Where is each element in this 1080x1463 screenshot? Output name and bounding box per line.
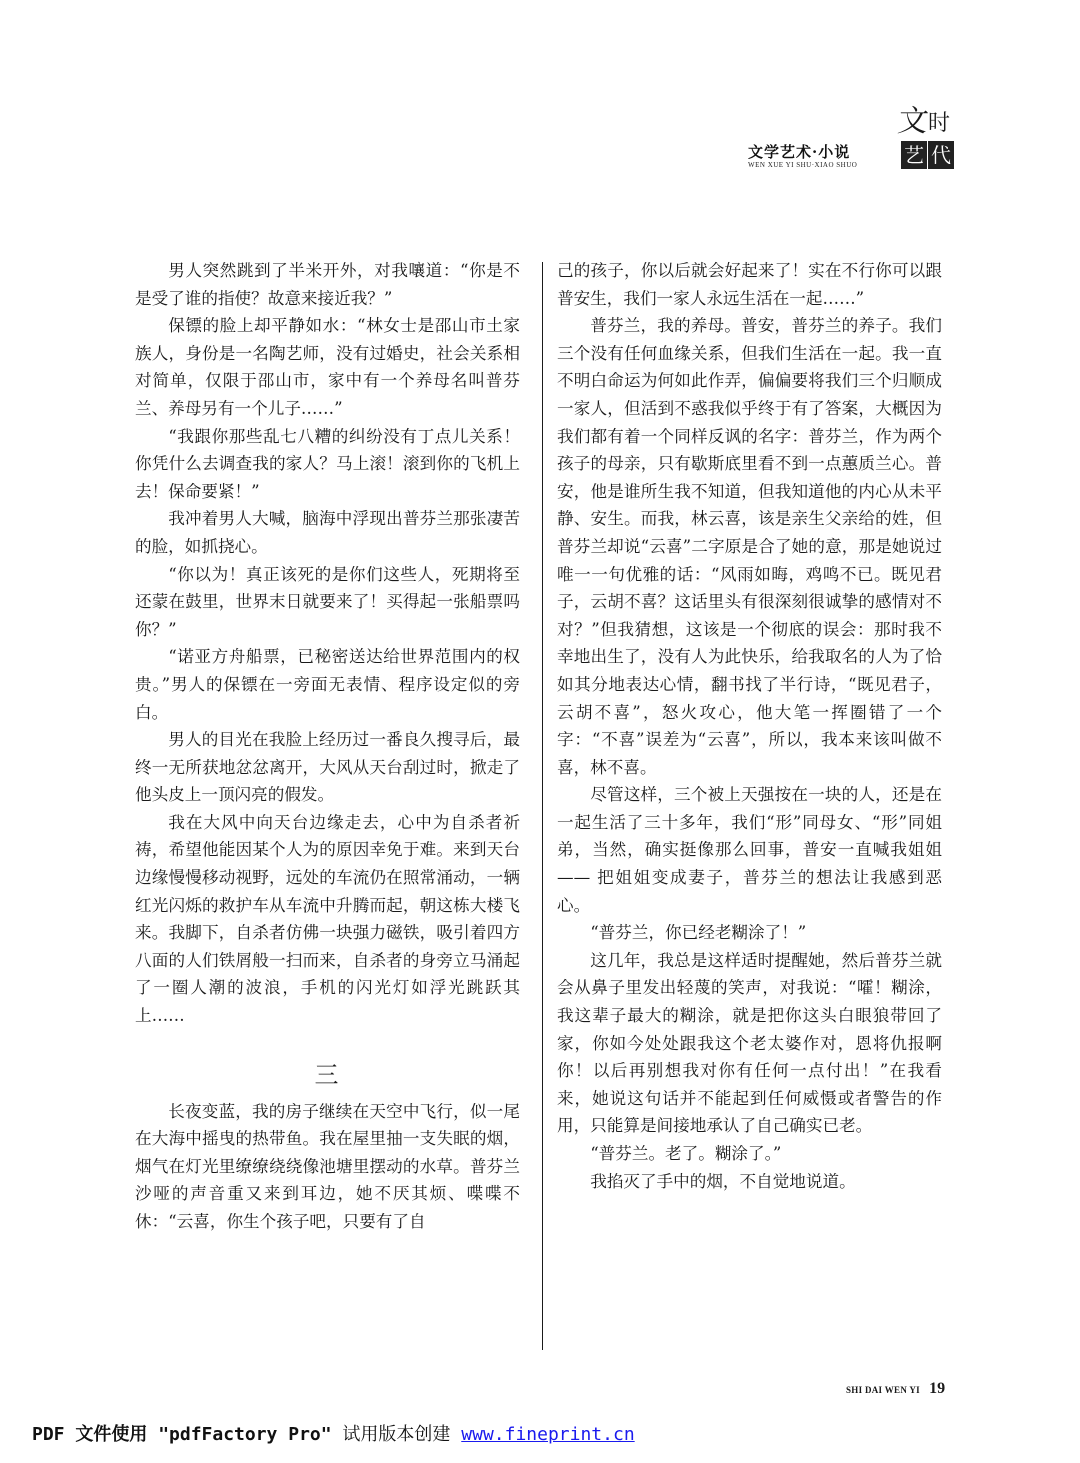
right-text-column xyxy=(557,257,942,1195)
body-paragraph: 普芬兰，我的养母。普安，普芬兰的养子。我们三个没有任何血缘关系，但我们生活在一起。我一直不明白命运为何如此作弄，偏偏要将我们三个归顺成一家人，但活到不惑我似乎终于有了答案，大概因为我们都有着一个同样反讽的名字：普芬兰，作为两个孩子的母亲，只有歇斯底里看不到一点蕙质兰心。普安，他是谁所生我不知道，但我知道他的内心从未平静、安生。而我，林云喜，该是亲生父亲给的姓，但普芬兰却说“云喜”二字原是合了她的意，那是她说过唯一一句优雅的话：“风雨如晦，鸡鸣不已。既见君子，云胡不喜？这话里头有很深刻很诚挚的感情对不对？”但我猜想，这该是一个彻底的误会：那时我不幸地出生了，没有人为此快乐，给我取名的人为了恰如其分地表达心情，翻书找了半行诗，“既见君子，云胡不喜”，怒火攻心，他大笔一挥圈错了一个字：“不喜”误差为“云喜”，所以，我本来该叫做不喜，林不喜。 xyxy=(557,316,942,777)
pdf-watermark xyxy=(32,1420,635,1446)
body-paragraph: “普芬兰，你已经老糊涂了！” xyxy=(590,923,807,943)
body-paragraph: 我掐灭了手中的烟，不自觉地说道。 xyxy=(590,1171,856,1191)
body-paragraph: 尽管这样，三个被上天强按在一块的人，还是在一起生活了三十多年，我们“形”同母女、“形”同姐弟，当然，确实挺像那么回事，普安一直喊我姐姐—— 把姐姐变成妻子，普芬兰的想法让我感到恶心。 xyxy=(557,785,942,915)
continued-paragraph: 己的孩子，你以后就会好起来了！实在不行你可以跟普安生，我们一家人永远生活在一起……” xyxy=(557,261,942,308)
body-paragraph: “我跟你那些乱七八糟的纠纷没有丁点儿关系！你凭什么去调查我的家人？马上滚！滚到你的飞机上去！保命要紧！” xyxy=(135,426,520,501)
magazine-header xyxy=(740,105,960,175)
section-heading: 三 xyxy=(314,1060,341,1089)
logo-char-dai: 代 xyxy=(928,141,954,169)
watermark-prefix: PDF 文件使用 xyxy=(32,1424,159,1445)
body-paragraph: 男人的目光在我脸上经历过一番良久搜寻后，最终一无所获地忿忿离开，大风从天台刮过时，掀走了他头皮上一顶闪亮的假发。 xyxy=(135,730,520,805)
body-paragraph: 男人突然跳到了半米开外，对我嚷道：“你是不是受了谁的指使？故意来接近我？” xyxy=(135,261,520,308)
body-paragraph: “普芬兰。老了。糊涂了。” xyxy=(590,1144,782,1163)
left-text-column xyxy=(135,257,520,1236)
page-folio xyxy=(846,1378,945,1398)
logo-char-yi: 艺 xyxy=(901,141,927,169)
body-paragraph: 这几年，我总是这样适时提醒她，然后普芬兰就会从鼻子里发出轻蔑的笑声，对我说：“嚯！糊涂，我这辈子最大的糊涂，就是把你这头白眼狼带回了家，你如今处处跟我这个老太婆作对，恩将仇报啊你！以后再别想我对你有任何一点付出！”在我看来，她说这句话并不能起到任何威慑或者警告的作用，只能算是间接地承认了自己确实已老。 xyxy=(557,950,942,1136)
body-paragraph: 我冲着男人大喊，脑海中浮现出普芬兰那张凄苦的脸，如抓挠心。 xyxy=(135,509,520,556)
logo-char-shi: 时 xyxy=(928,111,951,136)
body-paragraph: “你以为！真正该死的是你们这些人，死期将至还蒙在鼓里，世界末日就要来了！买得起一张船票吗你？” xyxy=(135,564,520,639)
column-divider xyxy=(542,262,543,1350)
body-paragraph: 保镖的脸上却平静如水：“林女士是邵山市土家族人，身份是一名陶艺师，没有过婚史，社会关系相对简单，仅限于邵山市，家中有一个养母名叫普芬兰、养母另有一个儿子……” xyxy=(135,316,520,418)
body-paragraph: 长夜变蓝，我的房子继续在天空中飞行，似一尾在大海中摇曳的热带鱼。我在屋里抽一支失眠的烟，烟气在灯光里缭缭绕绕像池塘里摆动的水草。普芬兰沙哑的声音重又来到耳边，她不厌其烦、喋喋不休：“云喜，你生个孩子吧，只要有了自 xyxy=(135,1101,520,1231)
body-paragraph: 我在大风中向天台边缘走去，心中为自杀者祈祷，希望他能因某个人为的原因幸免于难。来到天台边缘慢慢移动视野，远处的车流仍在照常涌动，一辆红光闪烁的救护车从车流中升腾而起，朝这栋大楼飞来。我脚下，自杀者仿佛一块强力磁铁，吸引着四方八面的人们铁屑般一扫而来，自杀者的身旁立马涌起了一圈人潮的波浪，手机的闪光灯如浮光跳跃其上…… xyxy=(135,812,520,1026)
magazine-logo xyxy=(895,104,956,171)
watermark-link[interactable]: www.fineprint.cn xyxy=(461,1424,635,1445)
logo-char-wen: 文 xyxy=(895,104,931,139)
watermark-middle: 试用版本创建 xyxy=(331,1424,462,1445)
page-number: 19 xyxy=(929,1380,946,1397)
folio-magazine-name: SHI DAI WEN YI xyxy=(846,1385,920,1395)
section-title: 文学艺术·小说 xyxy=(748,143,851,161)
watermark-product: "pdfFactory Pro" xyxy=(158,1424,332,1445)
body-paragraph: “诺亚方舟船票，已秘密送达给世界范围内的权贵。”男人的保镖在一旁面无表情、程序设定似的旁白。 xyxy=(135,647,520,722)
section-title-pinyin: WEN XUE YI SHU·XIAO SHUO xyxy=(748,161,858,169)
